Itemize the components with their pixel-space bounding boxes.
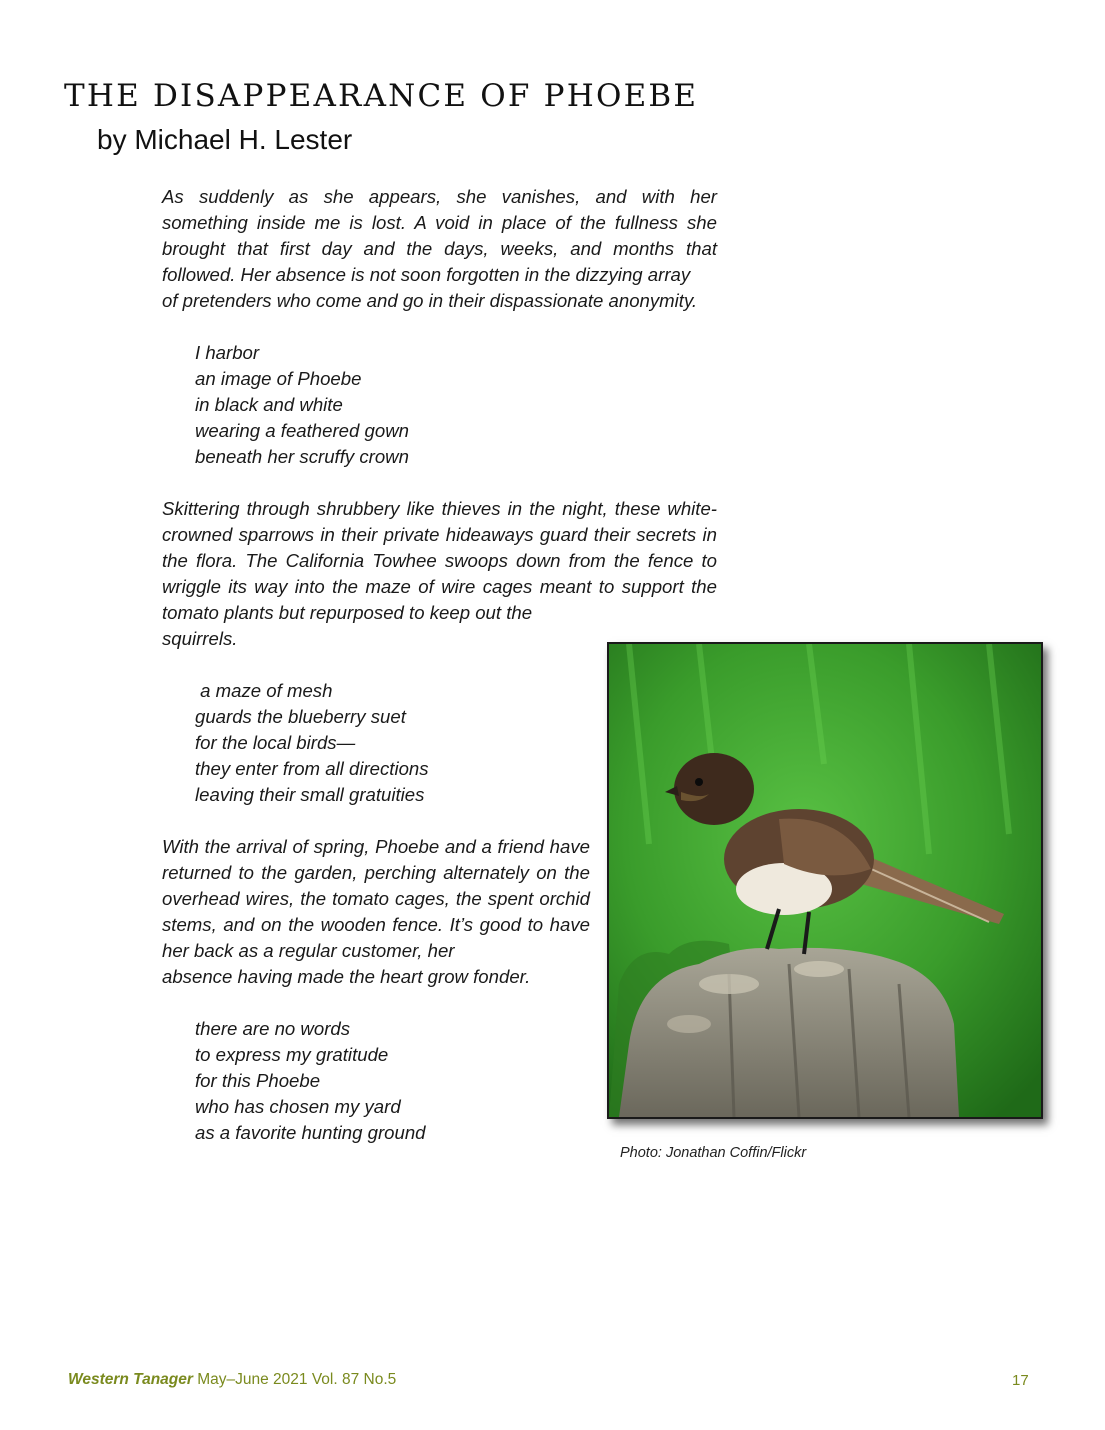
poem-line: there are no words [195,1018,351,1039]
poem-stanza-2 [195,678,429,808]
poem-line: an image of Phoebe [195,368,362,389]
paragraph-3 [162,834,590,990]
poem-line: to express my gratitude [195,1044,389,1065]
phoebe-photo [607,642,1043,1119]
paragraph-1 [162,184,717,314]
paragraph-3-text: With the arrival of spring, Phoebe and a friend have returned to the garden, perching alternately on the overhead wires, the tomato cages, the spent orchid stems, and on the wooden fence. It’s good to have her back as a regular customer, her [162,836,590,961]
poem-line: they enter from all directions [195,758,429,779]
poem-line: for the local birds— [195,732,356,753]
paragraph-2 [162,496,717,652]
paragraph-1-last-line: of pretenders who come and go in their dispassionate anonymity. [162,290,698,311]
poem-stanza-3 [195,1016,426,1146]
magazine-name: Western Tanager [68,1371,193,1388]
poem-stanza-1 [195,340,409,470]
poem-line: wearing a feathered gown [195,420,409,441]
footer-issue-line [68,1371,396,1389]
poem-line: for this Phoebe [195,1070,321,1091]
poem-line: beneath her scruffy crown [195,446,409,467]
page-number: 17 [1012,1372,1029,1389]
paragraph-1-text: As suddenly as she appears, she vanishes, and with her something inside me is lost. A void in place of the fullness she brought that first day and the days, weeks, and months that followed. Her absence is not soon forgotten in the dizzying array [162,186,717,285]
article-title: THE DISAPPEARANCE OF PHOEBE [64,78,699,114]
paragraph-2-text: Skittering through shrubbery like thieves in the night, these white-crowned sparrows in their private hideaways guard their secrets in the flora. The California Towhee swoops down from the fence to wriggle its way into the maze of wire cages meant to support the tomato plants but repurposed to keep out the [162,498,717,623]
paragraph-3-last-line: absence having made the heart grow fonder. [162,966,531,987]
poem-line: as a favorite hunting ground [195,1122,426,1143]
bird-photo-icon [609,644,1041,1117]
poem-line: leaving their small gratuities [195,784,425,805]
poem-line: a maze of mesh [195,680,333,701]
poem-line: who has chosen my yard [195,1096,401,1117]
article-byline: by Michael H. Lester [97,124,353,155]
poem-line: guards the blueberry suet [195,706,406,727]
poem-line: I harbor [195,342,260,363]
photo-caption: Photo: Jonathan Coffin/Flickr [620,1145,807,1161]
issue-info: May–June 2021 Vol. 87 No.5 [192,1371,397,1388]
poem-line: in black and white [195,394,343,415]
paragraph-2-last-line: squirrels. [162,628,238,649]
